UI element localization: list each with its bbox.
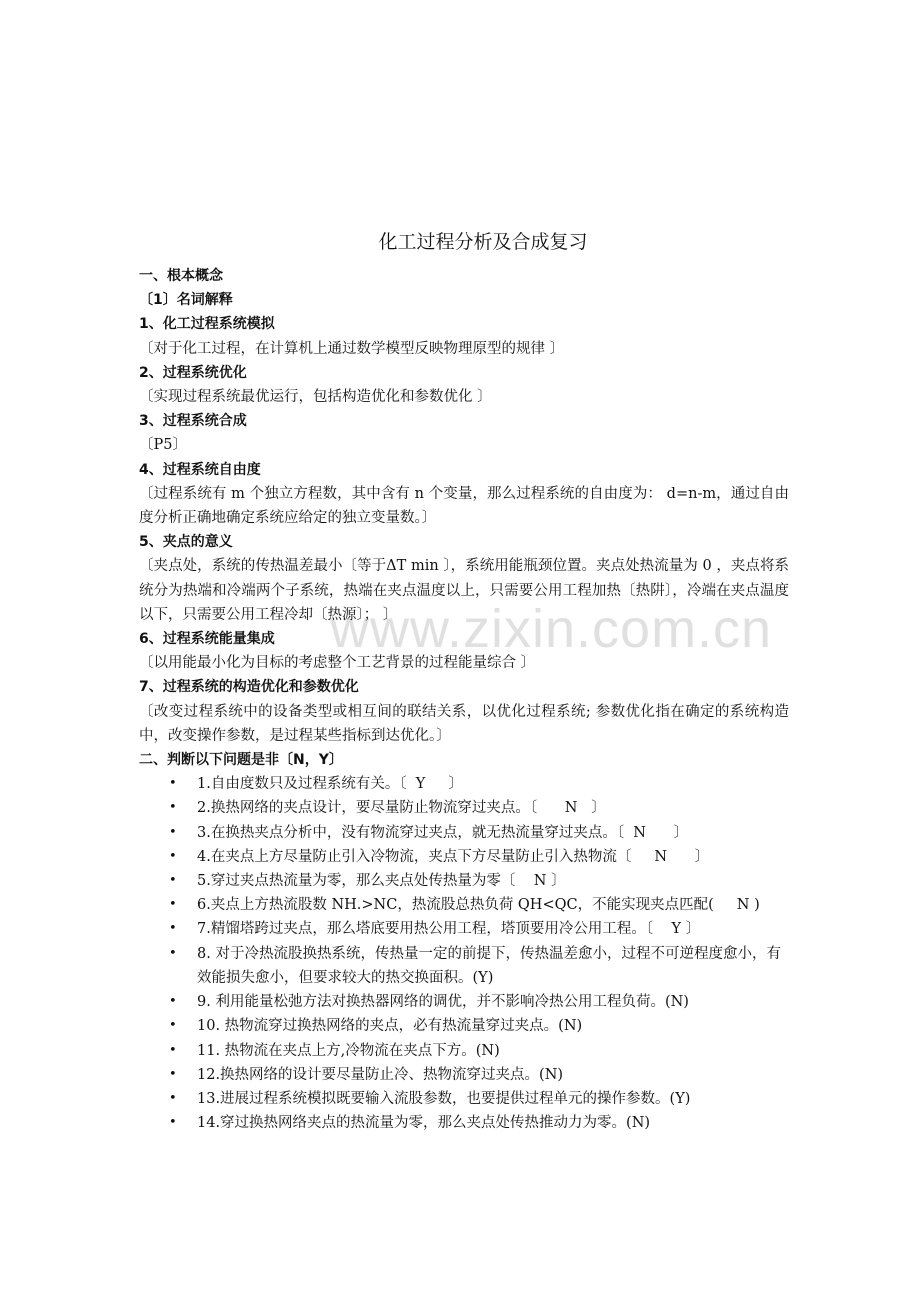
term-definition: 〔改变过程系统中的设备类型或相互间的联结关系，以优化过程系统; 参数优化指在确定的系统构造中，改变操作参数，是过程某些指标到达优化。〕 [139,703,789,744]
bullet-icon: • [169,1115,177,1131]
bullet-icon: • [169,897,177,913]
list-item [169,1111,789,1135]
document-title: 化工过程分析及合成复习 [378,231,588,253]
bullet-icon: • [169,1018,177,1034]
list-item [169,845,789,869]
list-item [169,1087,789,1111]
list-item [169,796,789,820]
list-item [169,1039,789,1063]
question-text: 7.精馏塔跨过夹点，那么塔底要用热公用工程，塔顶要用冷公用工程。〔 Y 〕 [197,921,701,938]
true-false-list [139,772,789,1135]
list-item [169,942,789,990]
question-text: 13.进展过程系统模拟既要输入流股参数，也要提供过程单元的操作参数。(Y) [197,1090,691,1107]
term-definition: 〔夹点处，系统的传热温差最小〔等于ΔT min 〕，系统用能瓶颈位置。夹点处热流量为 0 ，夹点将系统分为热端和冷端两个子系统，热端在夹点温度以上，只需要公用工程加热〔热阱〕，冷端在夹点温度以下，只需要公用工程冷却〔热源〕； 〕 [139,558,789,623]
question-text: 6.夹点上方热流股数 NH.>NC，热流股总热负荷 QH<QC，不能实现夹点匹配( N ) [197,897,760,914]
list-item [169,917,789,941]
section-heading-basic-concepts: 一、根本概念 [139,268,223,284]
bullet-icon: • [169,994,177,1010]
question-text: 8. 对于冷热流股换热系统，传热量一定的前提下，传热温差愈小，过程不可逆程度愈小，有效能损失愈小，但要求较大的热交换面积。(Y) [197,945,781,986]
question-text: 9. 利用能量松弛方法对换热器网络的调优，并不影响冷热公用工程负荷。(N) [197,994,689,1011]
bullet-icon: • [169,800,177,816]
list-item [169,1063,789,1087]
term-definition: 〔P5〕 [139,437,187,454]
term-heading: 2、过程系统优化 [139,364,247,381]
question-text: 3.在换热夹点分析中，没有物流穿过夹点，就无热流量穿过夹点。〔 N 〕 [197,824,689,841]
list-item [169,1014,789,1038]
bullet-icon: • [169,945,177,961]
list-item [169,772,789,796]
question-text: 14.穿过换热网络夹点的热流量为零，那么夹点处传热推动力为零。(N) [197,1115,651,1132]
bullet-icon: • [169,873,177,889]
list-item [169,893,789,917]
bullet-icon: • [169,824,177,840]
bullet-icon: • [169,1066,177,1082]
term-heading: 1、化工过程系统模拟 [139,316,275,333]
bullet-icon: • [169,921,177,937]
term-heading: 3、过程系统合成 [139,413,247,430]
question-text: 2.换热网络的夹点设计，要尽量防止物流穿过夹点。〔 N 〕 [197,800,606,817]
bullet-icon: • [169,776,177,792]
term-definition: 〔对于化工过程，在计算机上通过数学模型反映物理原型的规律 〕 [139,340,565,357]
term-heading: 7、过程系统的构造优化和参数优化 [139,679,359,696]
term-definition: 〔以用能最小化为目标的考虑整个工艺背景的过程能量综合 〕 [139,655,536,672]
list-item [169,869,789,893]
bullet-icon: • [169,848,177,864]
document-body [139,264,789,1135]
watermark: www.zixin.com.cn [330,599,773,659]
term-heading: 4、过程系统自由度 [139,461,261,478]
question-text: 12.换热网络的设计要尽量防止冷、热物流穿过夹点。(N) [197,1066,564,1083]
term-definition: 〔过程系统有 m 个独立方程数，其中含有 n 个变量，那么过程系统的自由度为： d=n-m，通过自由度分析正确地确定系统应给定的独立变量数。〕 [139,485,789,527]
question-text: 4.在夹点上方尽量防止引入冷物流，夹点下方尽量防止引入热物流〔 N 〕 [197,848,710,865]
term-definition: 〔实现过程系统最优运行，包括构造优化和参数优化 〕 [139,389,492,406]
question-text: 10. 热物流穿过换热网络的夹点，必有热流量穿过夹点。(N) [197,1018,583,1035]
term-heading: 6、过程系统能量集成 [139,631,275,648]
bullet-icon: • [169,1042,177,1058]
question-text: 1.自由度数只及过程系统有关。〔 Y 〕 [197,776,463,793]
subsection-heading-term-definitions: 〔1〕名词解释 [139,292,233,309]
bullet-icon: • [169,1090,177,1106]
list-item [169,821,789,845]
section-heading-true-false: 二、判断以下问题是非〔N，Y〕 [139,752,343,769]
question-text: 5.穿过夹点热流量为零，那么夹点处传热量为零〔 N 〕 [197,873,566,890]
question-text: 11. 热物流在夹点上方,冷物流在夹点下方。(N) [197,1042,500,1059]
term-heading: 5、夹点的意义 [139,534,233,551]
list-item [169,990,789,1014]
